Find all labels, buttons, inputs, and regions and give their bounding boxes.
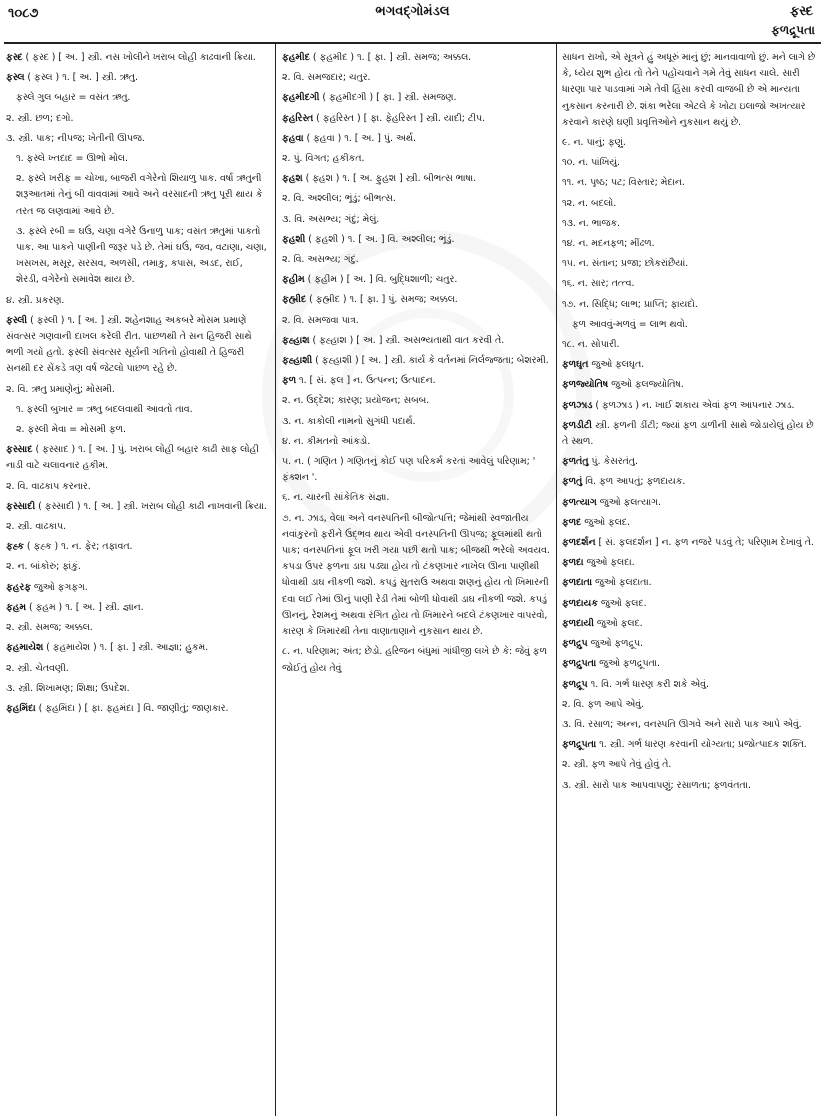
dictionary-entry [562, 656, 819, 672]
entry-headword: ફહ્મીદ [282, 294, 307, 306]
entry-text: જુઓ ફલજ્યોતિષ. [608, 379, 684, 391]
entry-headword: ફળદાયક [562, 597, 598, 609]
entry-headword: ફહરફ [6, 581, 31, 593]
entry-text: ૧. ફસ્લે ખ્તદાદ = ઊભો મોલ. [16, 153, 129, 165]
dictionary-entry [562, 377, 819, 393]
entry-sense [6, 479, 268, 495]
entry-text: ૨. સ્ત્રી. ફળ આપે તેવું હોવું તે. [562, 759, 672, 771]
entry-text: ૨. સ્ત્રી. સમજ; અક્કલ. [6, 622, 93, 634]
dictionary-entry [282, 373, 550, 389]
entry-headword: ફળઘૃત [562, 359, 589, 371]
dictionary-entry [562, 677, 819, 693]
entry-text: જુઓ ફલદ. [597, 597, 647, 609]
entry-text: સાધન રાખો, એ સૂત્રને હું અધૂરું માનું છું; માનવાવાળો છું. મને લાગે છે કે, ધ્યેય શુભ હોય તો તેને પહોંચવાને ગમે તેવું સાધન ચાલે. સારી ધારણા પાર પાડવામાં ગમે તેવી હિંસા કરવી વાજબી છે એ માન્યતા નુકસાન કરનારી છે. શંકા ભરેલા એટલે કે ખોટા ઇલાજો અખત્યાર કરવાને કારણે ઘણી પ્રવૃત્તિઓને નુકસાન થયું છે. [562, 52, 816, 128]
entry-sense [562, 175, 819, 191]
dictionary-entry [6, 313, 268, 378]
entry-text: ( ફહશ ) ૧. [ અ. ફુહશ ] સ્ત્રી. બીભત્સ ભાષા. [302, 173, 477, 185]
dictionary-entry [6, 701, 268, 717]
entry-sense [562, 778, 819, 794]
entry-text: સ્ત્રી. ફળની ડીંટી; જ્યાં ફળ ડાળીની સાથે જોડાયેલું હોય છે તે સ્થળ. [562, 419, 814, 448]
dictionary-entry [562, 616, 819, 632]
entry-text: ૩. ન. કાકોલી નામનો સુગંધી પદાર્થ. [282, 415, 416, 427]
entry-sense [562, 155, 819, 171]
entry-sense [282, 644, 550, 676]
entry-sense [282, 191, 550, 207]
entry-text: ૫. ન. ( ગણિત ) ગણિતનું કોઈ પણ પરિકર્મ કરતાં આવેલું પરિણામ; ' ફંક્શન '. [282, 456, 536, 484]
entry-sense [562, 337, 819, 353]
entry-headword: ફળજ્યોતિષ [562, 379, 609, 391]
dictionary-entry [562, 575, 819, 591]
entry-headword: ફહ્ક [6, 541, 24, 553]
entry-text: ૩. વિ. રસાળ; અન્ન, વનસ્પતિ ઊગવે અને સારો પાક આપે એવું. [562, 718, 802, 730]
entry-text: ૪. ન. કીમતનો આંકડો. [282, 435, 371, 447]
dictionary-entry [282, 292, 550, 308]
entry-text: ૧. વિ. ગર્ભ ધારણ કરી શકે એવું. [587, 678, 710, 690]
entry-headword: ફસ્લ [6, 72, 25, 84]
entry-text: ( ફહમીદગી ) [ ફા. ] સ્ત્રી. સમજણ. [319, 92, 457, 104]
entry-sense [282, 414, 550, 430]
entry-headword: ફહમીદગી [282, 92, 320, 104]
entry-sense [282, 212, 550, 228]
column-divider [275, 44, 276, 1116]
entry-text: ૨. ફસ્લે ખરીફ = ચોખા, બાજરી વગેરેનો શિયાળુ પાક. વર્ષા ઋતુની શરૂઆતમાં તેનું બી વાવવામાં આવે અને વરસાદની ઋતુ પૂરી થાય કે તરત જ લણવામાં આવે છે. [16, 173, 263, 217]
entry-headword: ફહમાયેશ [6, 642, 44, 654]
entry-sense [562, 256, 819, 272]
entry-text: ૧૨. ન. બદલો. [562, 197, 617, 209]
dictionary-entry [6, 442, 268, 474]
dictionary-entry [6, 70, 268, 86]
entry-headword: ફળદા [562, 557, 584, 569]
entry-text: ( ફહમિંદા ) [ ફા. ફહમંદા ] વિ. જાણીતું; જાણકાર. [35, 702, 229, 714]
entry-text: ( ફસ્દ ) [ અ. ] સ્ત્રી. નસ ખોલીને ખરાબ લોહી કાઢવાની ક્રિયા. [22, 52, 256, 63]
entry-headword: ફહમીદ [282, 52, 310, 63]
entry-text: ( ફહવા ) ૧. [ અ. ] પું. અર્થ. [303, 132, 417, 144]
entry-text: ( ફહમાયેશ ) ૧. [ ફા. ] સ્ત્રી. આજ્ઞા; હુકમ. [43, 642, 209, 654]
entry-text: ૨. સ્ત્રી. ચેતવણી. [6, 662, 69, 674]
entry-headword: ફસ્દ [6, 52, 23, 63]
dictionary-entry [562, 555, 819, 571]
entry-sense [6, 171, 268, 220]
dictionary-entry [6, 499, 268, 515]
dictionary-entry [282, 111, 550, 127]
entry-sense [6, 382, 268, 398]
entry-text: ( ફહ્ક ) ૧. ન. ફેર; તફાવત. [23, 541, 133, 553]
entry-text: ૭. ન. ઝાડ, વેલા અને વનસ્પતિની બીજોત્પત્તિ; જેમાંથી સ્વજાતીય નવાંકુરનો ફરીને ઉદ્ભવ થાય એવી વનસ્પતિની ઊપજ; ફૂલમાંથી થતો પાક; વનસ્પતિનાં ફૂલ ખરી ગયા પછી થતો પાક; બીજથી ભરેલો અવયવ. કપડા ઉપર ફળના ડાઘ પડ્યા હોય તો ટંકણખાર નાખેલ ઊના પાણીથી ધોવાથી ડાઘ નીકળી જશે. કપડું સુતરાઉ અથવા શણનું હોય તો ખિમારની દવા લઈ તેમાં ઊનું પાણી રેડી તેમાં બોળી ધોવાથી ડાઘ નીકળી જશે. કપડું ઊનનું, રેશમનું અથવા રંગિત હોય તો ખિમારને બદલે ટંકણખાર વાપરવો, કારણ કે ખિમારથી તેના વાણાતાણાને નુકસાન થાય છે. [282, 512, 550, 638]
entry-headword: ફળદ્રૂપતા [562, 739, 597, 751]
entry-text: ( ફહશી ) ૧. [ અ. ] વિ. અશ્લીલ; ભૂંડું. [305, 233, 455, 245]
entry-text: ૧૦. ન. પાંખિયું. [562, 157, 621, 169]
entry-sense [562, 717, 819, 733]
dictionary-entry [562, 636, 819, 652]
entry-text: ( ફહ્હાશ ) [ અ. ] સ્ત્રી. અસભ્યતાથી વાત કરવી તે. [309, 334, 505, 346]
entry-headword: ફળતું [562, 476, 583, 488]
entry-text: ૧૭. ન. સિદ્ધિ; લાભ; પ્રાપ્તિ; ફાયદો. [562, 298, 698, 310]
entry-headword: ફહીમ [282, 274, 305, 286]
page-title: ભગવદ્ગોમંડલ [375, 4, 450, 19]
dictionary-entry [562, 418, 819, 450]
dictionary-entry [562, 535, 819, 551]
entry-headword: ફહ્હાશ [282, 334, 310, 346]
entry-text: ૩. વિ. અસભ્ય; ગંદું; મેલું. [282, 213, 380, 225]
dictionary-entry [6, 640, 268, 656]
dictionary-entry [282, 90, 550, 106]
entry-text: ૨. ન. ઉદ્દેશ; કારણ; પ્રયોજન; સબબ. [282, 395, 430, 407]
entry-text: ૮. ન. પરિણામ; અંત; છેડો. હરિજન બંધુમાં ગાંધીજી લખે છે કે: જેવું ફળ જોઈતું હોય તેવું [282, 646, 547, 674]
entry-text: ૪. સ્ત્રી. પ્રકરણ. [6, 294, 65, 306]
entry-text: ( ફહીમ ) [ અ. ] વિ. બુદ્ધિશાળી; ચતુર. [304, 274, 458, 286]
entry-text: ૧૮. ન. સોપારી. [562, 339, 620, 351]
column-left [6, 50, 268, 1116]
entry-text: ( ફહ્મીદ ) ૧. [ ફા. ] પું. સમજ; અક્કલ. [306, 294, 458, 306]
dictionary-entry [6, 580, 268, 596]
dictionary-entry [282, 333, 550, 349]
entry-text: ( ફહરિસ્ત ) [ ફા. ફેહરિસ્ત ] સ્ત્રી. યાદી; ટીપ. [313, 112, 486, 124]
entry-text: ( ફસ્સાદી ) ૧. [ અ. ] સ્ત્રી. ખરાબ લોહી કાઢી નાખવાની ક્રિયા. [35, 500, 267, 512]
entry-headword: ફહવા [282, 132, 304, 144]
entry-sense [562, 697, 819, 713]
entry-sense [6, 111, 268, 127]
entry-text: ૨. વિ. અશ્લીલ; ભૂંડું; બીભત્સ. [282, 193, 396, 205]
entry-text: ( ફળઝાડ ) ન. ખાઈ શકાય એવાં ફળ આપનાર ઝાડ. [592, 399, 795, 411]
entry-sense [6, 293, 268, 309]
entry-headword: ફળદ [562, 516, 582, 528]
entry-text: ફળ આવવું-મળવું = લાભ થવો. [572, 318, 688, 330]
entry-text: ( ફહમ ) ૧. [ અ. ] સ્ત્રી. જ્ઞાન. [25, 601, 144, 613]
entry-text: ( ફહમીદ ) ૧. [ ફા. ] સ્ત્રી. સમજ; અક્કલ. [309, 52, 472, 63]
entry-headword: ફસ્સાદ [6, 444, 33, 456]
entry-sense [6, 519, 268, 535]
dictionary-entry [562, 357, 819, 373]
guide-word-code: ફસ્દ [790, 4, 813, 19]
entry-text: ૧. ફસ્લી બુખાર = ઋતુ બદલવાથી આવતો તાવ. [16, 403, 193, 415]
entry-sense [6, 90, 268, 106]
entry-text: જુઓ ફગફગ. [30, 581, 88, 593]
dictionary-entry [282, 171, 550, 187]
entry-sense [562, 135, 819, 151]
entry-sense [6, 681, 268, 697]
column-right [562, 50, 819, 1116]
entry-sense [6, 224, 268, 289]
dictionary-entry [282, 353, 550, 369]
entry-headword: ફસ્સાદી [6, 500, 36, 512]
entry-text: ( ફસ્લી ) ૧. [ અ. ] સ્ત્રી. શહેનશાહ અકબરે મોસમ પ્રમાણે સંવત્સર ગણવાની દાખલ કરેલી રીત. પાછળથી તે સન હિજરી સાથે ભળી ગયો હતો. ફસ્લી સંવત્સર સૂર્યની ગતિનો હોવાથી તે હિજરી સનથી દર સેંકડે ત્રણ વર્ષ જેટલો પાછળ રહે છે. [6, 314, 252, 375]
entry-sense [282, 511, 550, 641]
entry-sense [6, 422, 268, 438]
entry-sense [6, 661, 268, 677]
entry-sense [6, 151, 268, 167]
entry-text: જુઓ ફલત્યાગ. [596, 496, 662, 508]
entry-headword: ફળદાતા [562, 577, 593, 589]
entry-headword: ફળદ્રૂપ [562, 678, 588, 690]
entry-sense [562, 50, 819, 131]
entry-headword: ફસ્લી [6, 314, 28, 326]
entry-text: ૨. સ્ત્રી. છળ; દગો. [6, 112, 74, 124]
entry-sense [562, 196, 819, 212]
dictionary-entry [6, 539, 268, 555]
entry-text: ૨. પું. વિગત; હકીકત. [282, 153, 365, 165]
entry-sense [282, 393, 550, 409]
entry-sense [6, 620, 268, 636]
entry-text: ૨. ફસ્લી મેવા = મોસમી ફળ. [16, 424, 126, 436]
entry-sense [282, 454, 550, 486]
entry-text: ૩. સ્ત્રી. શિખામણ; શિક્ષા; ઉપદેશ. [6, 682, 130, 694]
guide-word-end: ફળદ્રૂપતા [771, 23, 815, 37]
entry-text: ( ફહ્હાશી ) [ અ. ] સ્ત્રી. કાર્ય કે વર્તનમાં નિર્લજ્જતા; બેશરમી. [312, 355, 549, 367]
entry-sense [282, 252, 550, 268]
entry-sense [6, 131, 268, 147]
entry-headword: ફહમિંદા [6, 702, 36, 714]
entry-text: ૨. વિ. સમજદાર; ચતુર. [282, 72, 371, 84]
dictionary-entry [562, 515, 819, 531]
column-middle [282, 50, 550, 1116]
dictionary-entry [6, 600, 268, 616]
column-divider [556, 44, 557, 1116]
entry-sense [562, 236, 819, 252]
entry-sense [562, 757, 819, 773]
entry-text: [ સં. ફલદર્શન ] ન. ફળ નજરે પડવું તે; પરિણામ દેખાવું તે. [595, 537, 814, 549]
dictionary-entry [562, 454, 819, 470]
entry-text: ( ફસ્લ ) ૧. [ અ. ] સ્ત્રી. ઋતુ. [24, 72, 138, 84]
entry-text: ૧૪. ન. મદનફળ; મીંઢળ. [562, 238, 655, 250]
entry-text: જુઓ ફલદાતા. [592, 577, 652, 589]
entry-text: ૨. વિ. ફળ આપે એવું. [562, 698, 645, 710]
entry-text: ૧૫. ન. સંતાન; પ્રજા; છોકરાંછૈયાં. [562, 258, 689, 270]
entry-headword: ફળદર્શન [562, 537, 596, 549]
entry-text: ૧. સ્ત્રી. ગર્ભ ધારણ કરવાની યોગ્યતા; પ્રજોત્પાદક શક્તિ. [596, 739, 807, 751]
page-number: ૧૦૮૭ [8, 6, 39, 21]
header-rule [4, 42, 821, 44]
entry-sense [562, 297, 819, 313]
entry-text: ૩. સ્ત્રી. પાક; નીપજ; ખેતીની ઊપજ. [6, 132, 145, 144]
entry-text: ૨. વિ. સમજવા પાત્ર. [282, 314, 359, 326]
entry-text: ૨. ન. બાંકોરું; ફાંકું. [6, 561, 81, 573]
entry-sense [282, 490, 550, 506]
entry-text: ૩. ફસ્લે રબી = ઘઉં, ચણા વગેરે ઉનાળુ પાક; વસંત ઋતુમાં પાકતો પાક. આ પાકને પાણીની જરૂર પડે છે. તેમાં ઘઉં, જવ, વટાણા, ચણા, ખસખસ, મસૂર, સરસવ, અળસી, તમાકુ, કપાસ, અડદ, રાઈ, શેરડી, વગેરેનો સમાવેશ થાય છે. [16, 225, 267, 286]
entry-text: જુઓ ફલદા. [583, 557, 635, 569]
dictionary-entry [562, 737, 819, 753]
entry-sense [562, 276, 819, 292]
entry-sense [6, 559, 268, 575]
entry-headword: ફળદ્રુપતા [562, 658, 597, 670]
entry-text: વિ. ફળ આપતું; ફળદાયક. [582, 476, 686, 488]
entry-headword: ફળઝાડ [562, 399, 593, 411]
dictionary-entry [282, 131, 550, 147]
dictionary-entry [562, 474, 819, 490]
entry-headword: ફહમ [6, 601, 26, 613]
entry-text: ફસ્લે ગુલ બહાર = વસંત ઋતુ. [16, 92, 131, 104]
entry-sense [562, 216, 819, 232]
entry-sense [282, 151, 550, 167]
entry-headword: ફળદાયી [562, 617, 594, 629]
entry-sense [282, 313, 550, 329]
entry-text: જુઓ ફળદ્રૂપતા. [596, 658, 661, 670]
dictionary-entry [282, 272, 550, 288]
entry-sense [562, 317, 819, 333]
entry-text: ૬. ન. ચારની સાંકેતિક સંજ્ઞા. [282, 492, 390, 504]
entry-text: ૯. ન. પાનું; ફણું. [562, 137, 626, 149]
entry-text: ૧૧. ન. પૃષ્ઠ; પટ; વિસ્તાર; મેદાન. [562, 177, 685, 189]
dictionary-entry [562, 596, 819, 612]
entry-text: ૧૩. ન. ભાજક. [562, 217, 621, 229]
dictionary-entry [562, 398, 819, 414]
entry-headword: ફહશ [282, 173, 303, 185]
entry-text: ૨. સ્ત્રી. વાઢકાપ. [6, 521, 67, 533]
entry-text: ( ફસ્સાદ ) ૧. [ અ. ] પું. ખરાબ લોહી બહાર કાઢી સાફ લોહી નાડી વાટે ચલાવનાર હકીમ. [6, 444, 259, 472]
entry-headword: ફળદ્રુપ [562, 638, 588, 650]
entry-text: જુઓ ફલદ. [581, 516, 631, 528]
entry-headword: ફહશી [282, 233, 306, 245]
entry-text: જુઓ ફલદ. [593, 617, 643, 629]
entry-headword: ફળડીટી [562, 419, 592, 431]
entry-text: ૨. વિ. ઋતુ પ્રમાણેનું; મોસમી. [6, 383, 115, 395]
entry-text: જુઓ ફળદ્રૂપ. [587, 638, 644, 650]
entry-headword: ફળતંતુ [562, 456, 589, 468]
entry-sense [282, 70, 550, 86]
entry-text: ૧. [ સં. ફલ ] ન. ઉત્પન્ન; ઉત્પાદન. [296, 375, 436, 387]
entry-text: જુઓ ફલઘૃત. [588, 359, 645, 371]
entry-text: ૩. સ્ત્રી. સારો પાક આપવાપણું; રસાળતા; ફળવંતતા. [562, 779, 751, 791]
dictionary-entry [282, 232, 550, 248]
entry-headword: ફહરિસ્ત [282, 112, 314, 124]
entry-headword: ફળ [282, 375, 297, 387]
entry-text: ૨. વિ. વાઢકાપ કરનાર. [6, 480, 91, 492]
entry-sense [282, 434, 550, 450]
dictionary-entry [6, 50, 268, 66]
entry-sense [6, 402, 268, 418]
entry-headword: ફળત્યાગ [562, 496, 597, 508]
entry-text: પું. કેસરતંતુ. [588, 456, 638, 468]
dictionary-entry [562, 495, 819, 511]
dictionary-entry [282, 50, 550, 66]
entry-text: ૧૬. ન. સાર; તત્ત્વ. [562, 278, 635, 290]
entry-headword: ફહ્હાશી [282, 355, 313, 367]
entry-text: ૨. વિ. અસભ્ય; ગંદું. [282, 254, 359, 266]
